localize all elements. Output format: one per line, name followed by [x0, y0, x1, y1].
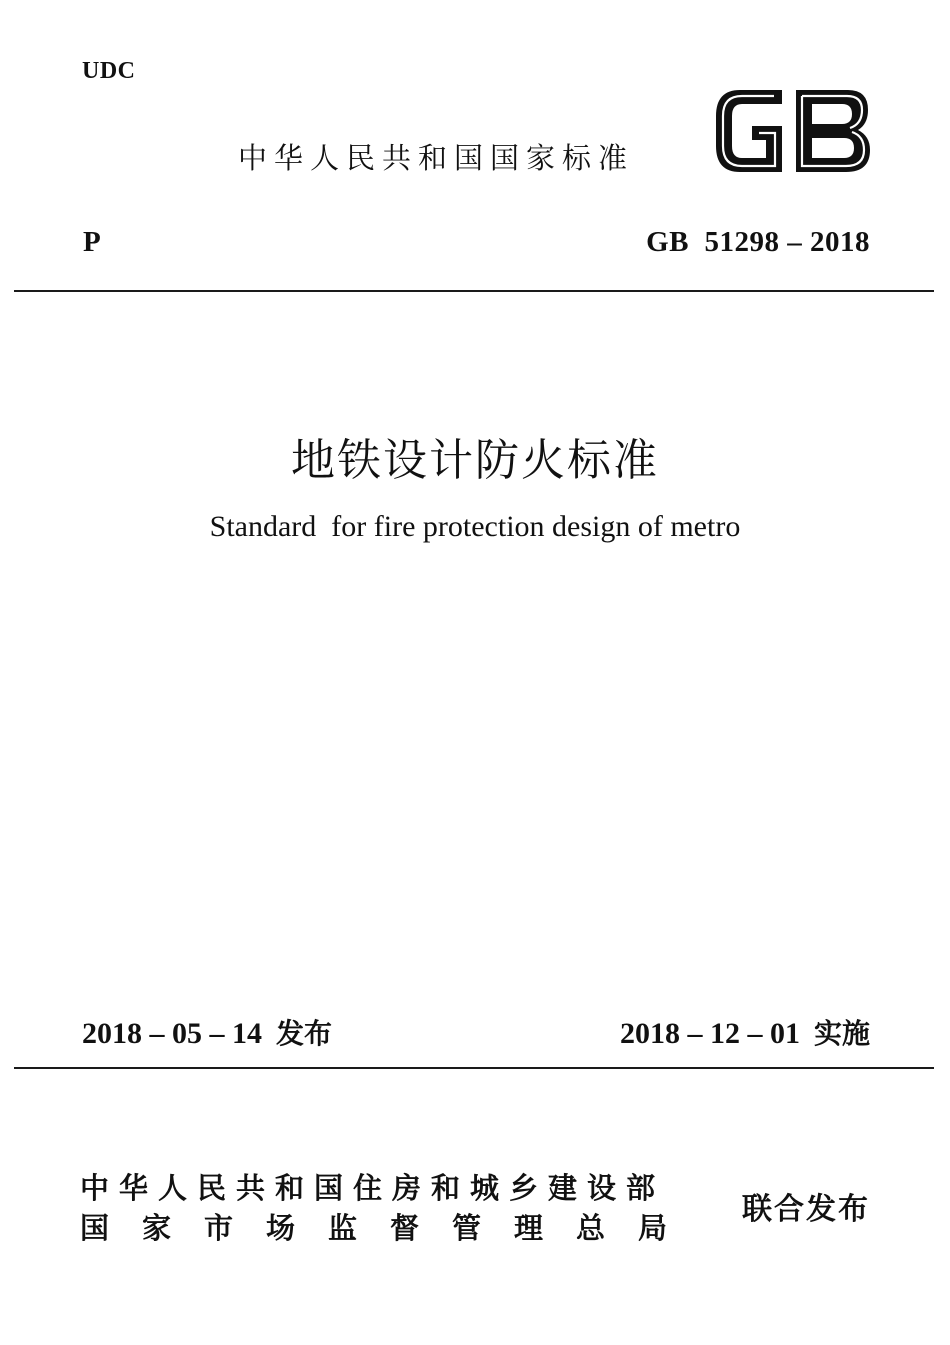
joint-release-label: 联合发布	[742, 1192, 870, 1227]
release-date-line	[82, 1012, 332, 1052]
standard-number: GB 51298 – 2018	[646, 226, 870, 258]
category-code: P	[83, 226, 101, 258]
implementation-label: 实施	[813, 1017, 870, 1050]
gb-logo	[712, 86, 874, 176]
udc-label: UDC	[82, 58, 136, 84]
issuer-ministry: 中华人民共和国住房和城乡建设部	[80, 1171, 666, 1205]
gb-logo-mark	[712, 86, 874, 176]
implementation-date: 2018 – 12 – 01	[619, 1017, 800, 1050]
release-date: 2018 – 05 – 14	[82, 1017, 262, 1050]
release-label: 发布	[276, 1017, 333, 1050]
title-chinese: 地铁设计防火标准	[291, 435, 659, 486]
issuer-administration: 国家市场监督管理总局	[80, 1211, 701, 1245]
top-divider	[14, 290, 934, 292]
title-english: Standard for fire protection design of metro	[209, 510, 741, 543]
implementation-date-line	[620, 1012, 870, 1052]
bottom-divider	[14, 1067, 934, 1069]
national-standard-heading: 中华人民共和国国家标准	[238, 141, 635, 175]
